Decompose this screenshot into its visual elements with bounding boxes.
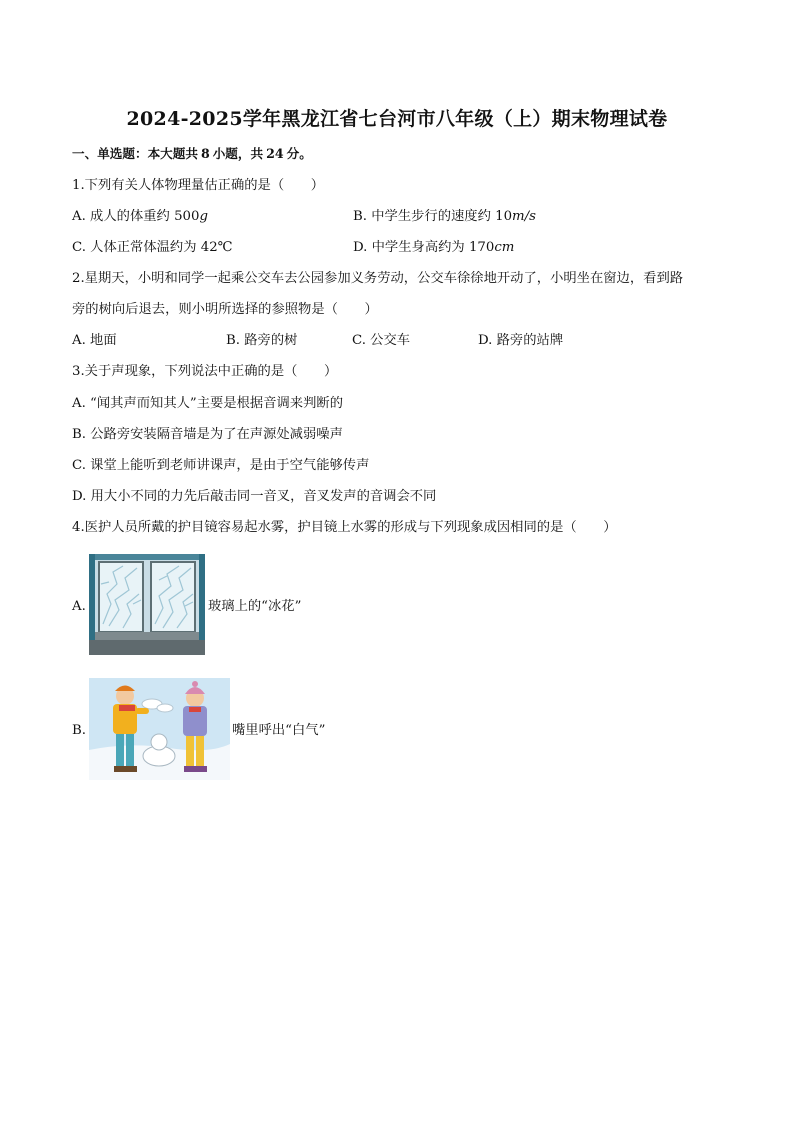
question-4-option-a-caption: 玻璃上的“冰花” xyxy=(208,599,302,614)
total-score: 24 xyxy=(266,146,284,161)
question-4-stem: 4.医护人员所戴的护目镜容易起水雾，护目镜上水雾的形成与下列现象成因相同的是（ ） xyxy=(72,520,617,535)
question-1-option-c: C. 人体正常体温约为 42℃ xyxy=(72,240,233,255)
question-3-option-b: B. 公路旁安装隔音墙是为了在声源处减弱噪声 xyxy=(72,427,343,442)
question-1-stem: 1.下列有关人体物理量估正确的是（ ） xyxy=(72,178,325,193)
question-1-option-d: D. 中学生身高约为 170cm xyxy=(353,240,515,255)
question-4-option-a-label: A. xyxy=(72,599,86,614)
question-1-option-a: A. 成人的体重约 500g xyxy=(72,209,208,224)
breath-fog-image xyxy=(89,678,230,780)
section-heading: 一、单选题：本大题共 8 小题，共 24 分。 xyxy=(72,146,312,161)
question-2-stem-line-2: 旁的树向后退去，则小明所选择的参照物是（ ） xyxy=(72,302,378,317)
question-3-option-c: C. 课堂上能听到老师讲课声，是由于空气能够传声 xyxy=(72,458,370,473)
question-count: 8 xyxy=(200,146,210,161)
question-3-option-d: D. 用大小不同的力先后敲击同一音叉，音叉发声的音调会不同 xyxy=(72,489,437,504)
question-2-option-b: B. 路旁的树 xyxy=(226,333,298,348)
question-1-option-b: B. 中学生步行的速度约 10m/s xyxy=(353,209,536,224)
question-2-option-c: C. 公交车 xyxy=(352,333,411,348)
question-4-option-b-label: B. xyxy=(72,723,86,738)
window-frost-image xyxy=(89,554,205,655)
question-3-stem: 3.关于声现象，下列说法中正确的是（ ） xyxy=(72,364,338,379)
question-2-option-d: D. 路旁的站牌 xyxy=(478,333,564,348)
question-2-stem-line-1: 2.星期天，小明和同学一起乘公交车去公园参加义务劳动，公交车徐徐地开动了，小明坐在窗边，看到路 xyxy=(72,271,684,286)
question-3-option-a: A. “闻其声而知其人”主要是根据音调来判断的 xyxy=(72,396,343,411)
question-2-option-a: A. 地面 xyxy=(72,333,117,348)
question-4-option-b-caption: 嘴里呼出“白气” xyxy=(232,723,326,738)
exam-title: 2024-2025学年黑龙江省七台河市八年级（上）期末物理试卷 xyxy=(126,108,668,130)
